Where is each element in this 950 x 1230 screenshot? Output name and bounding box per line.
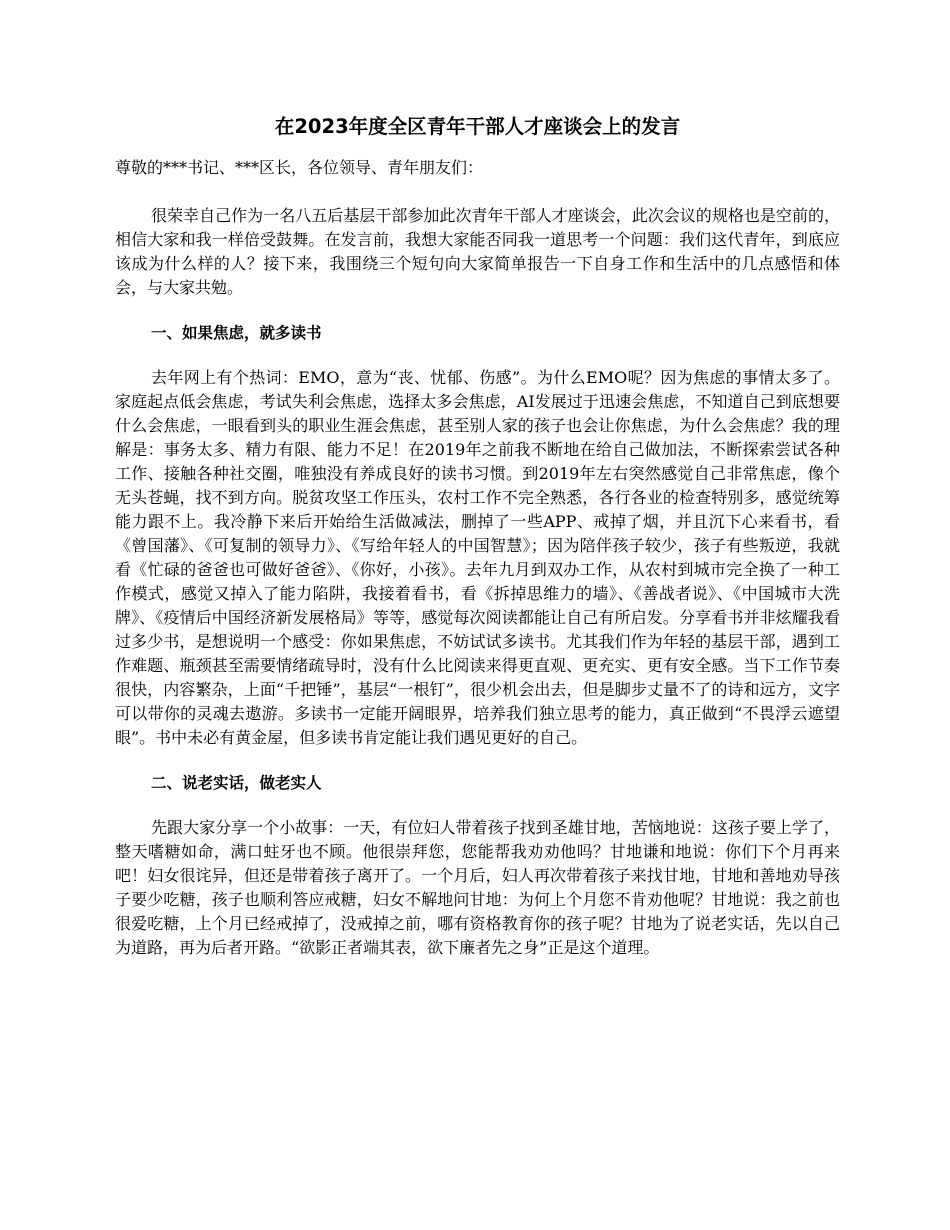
section-body-reading: 去年网上有个热词：EMO，意为“丧、忧郁、伤感”。为什么EMO呢？因为焦虑的事情太多了。家庭起点低会焦虑，考试失利会焦虑，选择太多会焦虑，AI发展过于迅速会焦虑，不知道自己到底想要什么会焦虑，一眼看到头的职业生涯会焦虑，甚至别人家的孩子也会让你焦虑，为什么会焦虑？我的理解是：事务太多、精力有限、能力不足！在2019年之前我不断地在给自己做加法，不断探索尝试各种工作、接触各种社交圈，唯独没有养成良好的读书习惯。到2019年左右突然感觉自己非常焦虑，像个无头苍蝇，找不到方向。脱贫攻坚工作压头，农村工作不完全熟悉，各行各业的检查特别多，感觉统筹能力跟不上。我冷静下来后开始给生活做减法，删掉了一些APP、戒掉了烟，并且沉下心来看书，看《曾国藩》、《可复制的领导力》、《写给年轻人的中国智慧》；因为陪伴孩子较少，孩子有些叛逆，我就看《忙碌的爸爸也可做好爸爸》、《你好，小孩》。去年九月到双办工作，从农村到城市完全换了一种工作模式，感觉又掉入了能力陷阱，我接着看书，看《拆掉思维力的墙》、《善战者说》、《中国城市大洗牌》、《疫情后中国经济新发展格局》等等，感觉每次阅读都能让自己有所启发。分享看书并非炫耀我看过多少书，是想说明一个感受：你如果焦虑，不妨试试多读书。尤其我们作为年轻的基层干部，遇到工作难题、瓶颈甚至需要情绪疏导时，没有什么比阅读来得更直观、更充实、更有安全感。当下工作节奏很快，内容繁杂，上面“千把锤”，基层“一根钉”，很少机会出去，但是脚步丈量不了的诗和远方，文字可以带你的灵魂去遨游。多读书一定能开阔眼界，培养我们独立思考的能力，真正做到“不畏浮云遮望眼”。书中未必有黄金屋，但多读书肯定能让我们遇见更好的自己。 (115, 368, 840, 747)
greeting-line: 尊敬的***书记、***区长，各位领导、青年朋友们： (115, 158, 484, 177)
section-body-honesty: 先跟大家分享一个小故事：一天，有位妇人带着孩子找到圣雄甘地，苦恼地说：这孩子要上学了，整天嗜糖如命，满口蛀牙也不顾。他很崇拜您，您能帮我劝劝他吗？甘地谦和地说：你们下个月再来吧！妇女很诧异，但还是带着孩子离开了。一个月后，妇人再次带着孩子来找甘地，甘地和善地劝导孩子要少吃糖，孩子也顺利答应戒糖，妇女不解地问甘地：为何上个月您不肯劝他呢？甘地说：我之前也很爱吃糖，上个月已经戒掉了，没戒掉之前，哪有资格教育你的孩子呢？甘地为了说老实话，先以自己为道路，再为后者开路。“欲影正者端其表，欲下廉者先之身”正是这个道理。 (115, 818, 840, 957)
section-heading-honesty: 二、说老实话，做老实人 (151, 774, 322, 792)
document-page (115, 112, 840, 960)
document-title: 在2023年度全区青年干部人才座谈会上的发言 (274, 115, 681, 138)
section-heading-reading: 一、如果焦虑，就多读书 (151, 324, 322, 342)
intro-paragraph: 很荣幸自己作为一名八五后基层干部参加此次青年干部人才座谈会，此次会议的规格也是空前的，相信大家和我一样倍受鼓舞。在发言前，我想大家能否同我一道思考一个问题：我们这代青年，到底应该成为什么样的人？接下来，我围绕三个短句向大家简单报告一下自身工作和生活中的几点感悟和体会，与大家共勉。 (115, 206, 840, 297)
